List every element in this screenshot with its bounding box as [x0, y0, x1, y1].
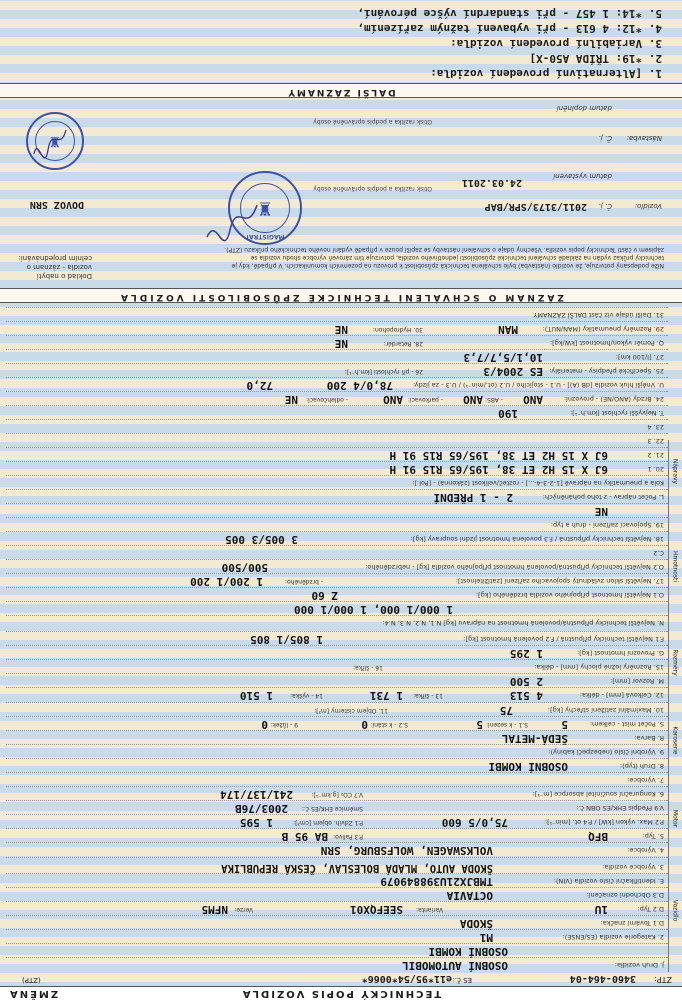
field-value: 75,0/5 600 — [441, 816, 508, 829]
field-value: 1 000/1 000, 1 000/1 000 — [294, 603, 453, 616]
field-value: OSOBNÍ AUTOMOBIL — [402, 959, 508, 972]
field-label: D.2 Typ: — [637, 905, 664, 913]
section-vozidlo — [668, 857, 682, 972]
field-label: Variantа: — [416, 906, 443, 913]
section-motor — [668, 787, 682, 857]
es-number: e11*95/54*0066* — [361, 973, 452, 984]
field-value: OCTAVIA — [446, 889, 493, 902]
field-label: 10. Maximální zatížení střechy [kg]: — [547, 706, 664, 714]
field-label: 6. Kongurační součinitel absorpce [m⁻¹]: — [532, 790, 664, 798]
field-label: G. Provozní hmotnost [kg]: — [577, 649, 664, 657]
field-label: N. Největší technicky přípustná/povolená hmotnost na nápravu [kg] N.1, N.2, N.3, N.4: — [382, 619, 664, 627]
field-label: 27. [l/100 km]: — [615, 353, 664, 361]
row-kola — [6, 475, 668, 490]
field-value: Z 60 — [311, 589, 338, 602]
field-value: 2 - 1 PŘEDNÍ — [433, 491, 513, 504]
field-value: 190 — [498, 407, 518, 420]
field-value: VOLKSWAGEN, WOLFSBURG, SRN — [320, 844, 493, 857]
field-value: 3 005/3 005 — [225, 533, 298, 546]
row-pneu-1 — [6, 461, 668, 476]
field-value: 1U — [594, 903, 608, 916]
signature-2 — [30, 120, 70, 160]
row-tovarni-znacka — [6, 915, 668, 930]
datum-vystaveni-value: 24.03.2011 — [461, 177, 522, 188]
field-label: R. Barva: — [634, 734, 664, 742]
row-spotreba — [6, 349, 668, 364]
field-label: E. Identifikační číslo vozidla (VIN): — [553, 877, 664, 885]
zmena-label: ZMĚNA — [8, 988, 59, 999]
row-typ-motoru — [6, 828, 668, 843]
field-label: P.3 Palivo: — [333, 833, 363, 840]
field-label: 21. 2 — [647, 451, 664, 459]
field-label: S.2 - k stání: — [370, 721, 408, 728]
field-value: OSOBNÍ KOMBI — [428, 945, 508, 958]
field-label: 26 - při rychlosti [km.h⁻¹]: — [344, 368, 423, 375]
vozidlo-cj-label: Č. j. — [598, 202, 612, 210]
schvaleni-notice: Níže podepsaný potvrzuje, že vozidlo (nástavba) bylo schválena technická způsobilost k provozu na pozemních komunikacích. V případě, kdy je technický průkaz vydán na základě schválení technické způsobilosti jednotlivého vozidla, potvrzuje tím zároveň výrobce shodu vozidla se zápisem v části Technický popis vozidla. Všechny údaje o schválení nástavby se zapíší pouze v případě vydání nového technického průkazu (ZTP). — [224, 246, 664, 269]
field-label: Verze: — [234, 906, 253, 913]
row-provozni-hmotnost — [6, 645, 668, 660]
ztp-number: 3460-464-04 — [569, 973, 636, 984]
row-vyrobce-vozidla — [6, 857, 668, 874]
field-value: 1 731 — [369, 689, 403, 702]
field-label: U. Vnější hluk vozidla [dB (A)] - U.1 - stojícího / U.2 (ot./min⁻¹) / U.3 - za jízdy: — [412, 381, 664, 389]
field-label: 8. Druh (typ): — [619, 762, 664, 770]
field-label: 16 - šířka: — [353, 664, 383, 671]
field-label: O.1 Největší hmotnost přípojného vozidla brzděného [kg]: — [475, 591, 664, 599]
section-label: Motor — [671, 809, 679, 828]
field-value: ANO — [523, 393, 543, 406]
record-5: 5. *14: 1 457 - při standardní výšce pérování, — [357, 7, 662, 20]
field-label: V.7 CO₂ [g.km⁻¹]: — [311, 791, 363, 798]
field-value: BFQ — [588, 830, 608, 843]
record-4: 4. *12: 4 613 - při vybavení tažným zařízením, — [357, 22, 662, 35]
section-karoserie — [668, 702, 682, 787]
field-label: 7. Výrobce: — [627, 776, 664, 784]
section-rozmery — [668, 630, 682, 702]
field-label: 15. Rozměry ložné plochy [mm] - délka: — [534, 663, 664, 671]
field-value: TMBJX21U398849079 — [380, 875, 493, 888]
field-label: 13 - šířka: — [413, 692, 443, 699]
row-hluk — [6, 377, 668, 392]
field-label: 14 - výška: — [290, 692, 323, 699]
field-label: 30. Hydropohon: — [372, 326, 423, 333]
row-hmotnost-naprava — [6, 615, 668, 630]
field-label: 20. 1 — [647, 465, 664, 473]
field-label: L. Počet náprav - z toho poháněných: — [542, 493, 664, 501]
field-value: 1 805/1 805 — [250, 633, 323, 646]
record-3: 3. Variabilní provedení vozidla: — [450, 37, 662, 50]
field-label: 9. Výrobní číslo (nebezpečí kabiny): — [548, 748, 664, 756]
field-label: 22. 3 — [647, 437, 664, 445]
vozidlo-cj-value: 2011/3173/SPR/BAP — [484, 201, 587, 212]
row-hydropohon — [6, 321, 668, 336]
field-value: 1 295 — [509, 647, 543, 660]
row-karoserie-druh — [6, 758, 668, 773]
field-value: 75 — [499, 704, 513, 717]
datum-vystaveni-label: datum vystavení — [553, 172, 612, 180]
row-kategorie-karoserie — [6, 943, 668, 958]
vozidlo-label: Vozidlo: — [634, 202, 662, 210]
field-label: D.1 Tovární značka: — [600, 919, 664, 927]
row-obchodni-oznaceni — [6, 887, 668, 902]
record-1: 1. [Alternativní provedení vozidla: — [430, 67, 662, 80]
section-label: Vozidlo — [671, 900, 679, 922]
doklad-value: DOVOZ SRN — [29, 199, 84, 210]
row-hmotnost-naprava-value — [6, 601, 668, 616]
field-value: NE — [334, 323, 348, 336]
field-label: - parkovací: — [407, 396, 443, 403]
section-label: Karoserie — [671, 726, 679, 756]
row-kategorie — [6, 929, 668, 944]
field-label: Q. Poměr výkon/hmotnost [kW/kg]: — [549, 339, 664, 347]
field-label: F.1 Největší technicky přípustná / F.2 povolená hmotnost [kg]: — [463, 635, 664, 643]
row-karoserie-vyrobce — [6, 772, 668, 787]
field-value: ŠEDÁ-METAL — [501, 732, 568, 745]
field-label: 12. Celková [mm] - délka: — [579, 691, 664, 699]
podpis2-label: Otisk razítka a podpis oprávněné osoby — [313, 118, 432, 125]
row-dalsi-udaje — [6, 307, 668, 322]
record-2: 2. *19: TŘÍDA A50-X] — [529, 52, 662, 65]
field-value: ES 2004/3 — [483, 365, 543, 378]
coat-of-arms-icon: ♜ — [48, 133, 62, 149]
field-label: - ABS: — [484, 396, 503, 403]
field-value: MAN — [498, 323, 518, 336]
field-label: 3. Výrobce vozidla: — [602, 863, 664, 871]
field-value: 6J X 15 H2 ET 38, 195/65 R15 91 H — [389, 449, 608, 462]
field-label: C.2 — [653, 549, 664, 557]
field-label: 4. Výrobce: — [627, 846, 664, 854]
row-pocet-mist — [6, 716, 668, 731]
field-value: 6J X 15 H2 ET 38, 195/65 R15 91 H — [389, 463, 608, 476]
field-value: 72,0 — [246, 379, 273, 392]
row-lozna-plocha — [6, 659, 668, 674]
row-vin — [6, 873, 668, 888]
signature-1 — [202, 195, 262, 245]
field-value: 2 500 — [509, 675, 543, 688]
field-label: 9 - lůžek: — [270, 721, 298, 728]
ztp-label: ZTP: — [654, 975, 672, 984]
field-label: 17. Největší sklon zvládnutý spojovacího zařízení [zatížitelnost]: — [455, 577, 664, 585]
ztp-paren: (ZTP) — [22, 976, 41, 984]
field-value: 500/500 — [221, 561, 268, 574]
row-c2 — [6, 545, 668, 560]
nastavba-label: Nástavba: — [626, 134, 662, 142]
row-spojovaci-zarizeni — [6, 517, 668, 532]
datum-doplneni-label: datum doplnění — [556, 104, 612, 112]
field-value: 4 513 — [509, 689, 543, 702]
row-vyrobce-motoru — [6, 842, 668, 857]
field-label: 5. Typ: — [642, 832, 664, 840]
field-label: - odlehčovací: — [306, 396, 348, 403]
podpis-label: Otisk razítka a podpis oprávněné osoby — [313, 185, 432, 192]
field-label: J. Druh vozidla: — [614, 961, 664, 969]
schvaleni-section-title: ZÁZNAM O SCHVÁLENÍ TECHNICKÉ ZPŮSOBILOSTI VOZIDLA — [0, 288, 682, 303]
doklad-label: Doklad o nabytí vozidla - záznam o celním projednávání: — [18, 254, 92, 280]
row-brzdy — [6, 391, 668, 406]
row-22 — [6, 433, 668, 448]
row-pomer-vykon — [6, 335, 668, 350]
row-nejvetsi-hmotnost — [6, 631, 668, 646]
page-title: TECHNICKÝ POPIS VOZIDLA — [240, 988, 442, 999]
field-value: 0 — [361, 718, 368, 731]
row-barva — [6, 730, 668, 745]
field-label: 24. Brzdy (ANO/NE) - provozní: — [563, 395, 664, 403]
field-label: 18. Největší technicky přípustná / F.3 povolená hmotnost jízdní soupravy [kg]: — [410, 535, 664, 543]
field-value: 241/137/174 — [220, 788, 293, 801]
row-spojovaci-zatizitelnost — [6, 573, 668, 588]
row-rozvor — [6, 673, 668, 688]
stamp-text: MAGISTRÁT — [245, 233, 285, 240]
field-value: M1 — [479, 931, 493, 944]
field-value: 5 — [476, 718, 483, 731]
field-label: V.9 Předpis EHK/ES OBN č.: — [576, 804, 664, 812]
row-karoserie-cislo — [6, 744, 668, 759]
coat-of-arms-icon: ♜ — [256, 197, 274, 219]
row-vykon — [6, 814, 668, 829]
row-pocet-naprav — [6, 489, 668, 504]
field-label: 11. Objem cisterny [m³]: — [314, 707, 388, 714]
field-label: S.1 - k sezení: — [485, 721, 528, 728]
field-label: S. Počet míst - celkem: — [589, 720, 664, 728]
field-value: ŠKODA — [459, 917, 493, 930]
nastavba-cj-label: Č. j. — [598, 134, 612, 142]
row-souprava — [6, 531, 668, 546]
field-label: 2. Kategorie vozidla (ES/ENSE): — [562, 933, 664, 941]
field-label: O.2 Největší technicky přípustná/povolená hmotnost přípojného vozidla [kg] - nebrzděného: — [365, 563, 664, 571]
row-spojovaci-zarizeni-value — [6, 503, 668, 518]
row-rychlost — [6, 405, 668, 420]
field-label: Směrnice EHK/ES č.: — [301, 805, 363, 812]
field-value: 10,1/5,7/7,3 — [463, 351, 543, 364]
section-label: Nápravy — [671, 458, 679, 485]
row-prip-nebrzdene — [6, 559, 668, 574]
field-value: NE — [284, 393, 298, 406]
header-bar — [0, 986, 682, 1000]
field-label: T. Nejvyšší rychlost [km.h⁻¹]: — [570, 409, 664, 417]
field-label: P.1 Zdvih. objem [cm³]: — [293, 819, 363, 826]
row-23 — [6, 419, 668, 434]
field-label: - brzděného: — [285, 578, 323, 585]
field-label: M. Rozvor [mm]: — [610, 677, 664, 685]
row-predpis — [6, 800, 668, 815]
section-label: Rozměry — [671, 649, 679, 676]
field-value: ANO — [463, 393, 483, 406]
row-celkove-rozmery — [6, 687, 668, 702]
section-label: Hmotnosti — [671, 551, 679, 582]
field-value: ŠKODA AUTO, MLADÁ BOLESLAV, ČESKÁ REPUBLIKA — [221, 862, 493, 874]
field-label: P.2 Max. výkon [kW] / P.4 ot. [min⁻¹]: — [544, 818, 664, 826]
field-value: SEEFQX01 — [350, 903, 403, 916]
section-napravy — [668, 440, 682, 510]
field-label: 29. Rozměry pneumatiky (MAN/NUT): — [542, 325, 664, 333]
row-typ — [6, 901, 668, 916]
field-value: BA 95 B — [281, 830, 328, 843]
field-label: 23. 4 — [647, 423, 664, 431]
field-value: 1 595 — [239, 816, 273, 829]
field-label: 25. Specifické předpisy - materiály: — [549, 367, 664, 375]
dalsi-section-title: DALŠÍ ZÁZNAMY — [0, 83, 682, 98]
field-label: 19. Spojovací zařízení - druh a typ: — [550, 521, 664, 529]
row-prip-brzdene — [6, 587, 668, 602]
row-zatizeni-strechy — [6, 702, 668, 717]
field-value: NE — [334, 337, 348, 350]
field-value: 2003/76B — [235, 802, 288, 815]
field-value: 1 200/1 200 — [190, 575, 263, 588]
field-label: Kola a pneumatiky na nápravě [1-2-3-4-...] - rozteč/velikost (zákonná) - [Pol.]: — [412, 479, 664, 487]
field-value: ANO — [383, 393, 403, 406]
field-value: 1 510 — [239, 689, 273, 702]
field-label: 31. Další údaje viz část DALŠÍ ZÁZNAMY — [533, 311, 664, 319]
field-value: OSOBNÍ KOMBI — [488, 760, 568, 773]
row-co2 — [6, 786, 668, 801]
field-value: NFM5 — [201, 903, 228, 916]
field-value: NE — [594, 505, 608, 518]
section-hmotnosti — [668, 510, 682, 630]
row-druh-vozidla — [6, 957, 668, 972]
field-label: D.3 Obchodní označení: — [586, 891, 664, 899]
field-value: 0 — [261, 718, 268, 731]
field-label: 28. Retardér: — [383, 340, 423, 347]
field-value: 5 — [561, 718, 568, 731]
row-predpisy — [6, 363, 668, 378]
es-label: ES č.: — [452, 976, 472, 984]
row-pneu-2 — [6, 447, 668, 462]
field-value: 78,0/4 200 — [326, 379, 393, 392]
